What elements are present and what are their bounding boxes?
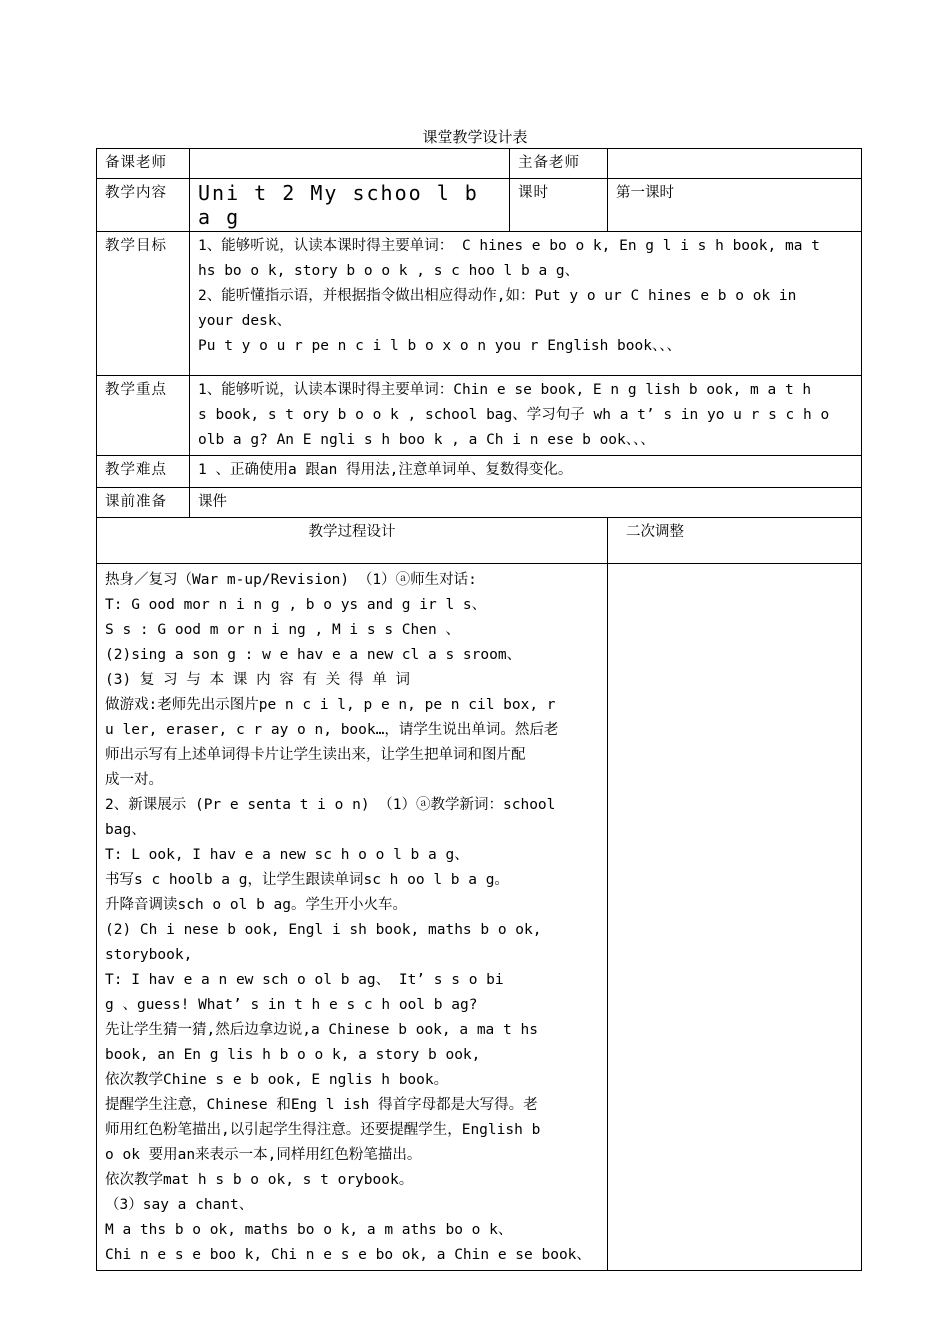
row-process-header [97, 518, 862, 564]
process-line: （3）say a chant、 [105, 1197, 254, 1213]
key-points-content [190, 376, 862, 456]
difficulties-content: 1 、正确使用a 跟an 得用法,注意单词单、复数得变化。 [190, 456, 862, 488]
content-label: 教学内容 [97, 179, 190, 232]
row-key-points [97, 376, 862, 456]
process-line: g 、guess! What’ s in t h e s c h ool b ag? [105, 997, 478, 1013]
process-line: T: I hav e a n ew sch o ol b ag、 It’ s s o bi [105, 972, 504, 988]
row-process-body [97, 564, 862, 1271]
process-line: bag、 [105, 822, 146, 838]
process-line: 升降音调读sch o ol b ag。学生开小火车。 [105, 897, 407, 913]
process-line: o ok 要用an来表示一本,同样用红色粉笔描出。 [105, 1147, 422, 1163]
process-line: 师用红色粉笔描出,以引起学生得注意。还要提醒学生，English b [105, 1122, 541, 1138]
key-points-line: s book, s t ory b o o k , school bag、学习句子 wh a t’ s in yo u r s c h o [198, 407, 830, 423]
main-teacher-value [608, 149, 862, 179]
objectives-line: 2、能听懂指示语，并根据指令做出相应得动作,如：Put y o ur C hines e b o ok in [198, 288, 797, 304]
process-line: book, an En g lis h b o o k, a story b ook, [105, 1047, 481, 1063]
main-teacher-label: 主备老师 [510, 149, 608, 179]
objectives-line: your desk、 [198, 313, 292, 329]
row-teacher [97, 149, 862, 179]
key-points-line: olb a g? An E ngli s h boo k , a Ch i n ese b ook、、、 [198, 432, 655, 448]
key-points-label: 教学重点 [97, 376, 190, 456]
process-line: M a ths b o ok, maths bo o k, a m aths bo o k、 [105, 1222, 513, 1238]
process-line: (3) 复 习 与 本 课 内 容 有 关 得 单 词 [105, 672, 410, 688]
page-title: 课堂教学设计表 [422, 128, 528, 146]
process-line: 依次教学Chine s e b ook, E nglis h book。 [105, 1072, 449, 1088]
content-value: Uni t 2 My schoo l b a g [190, 179, 510, 232]
process-line: T: G ood mor n i n g , b o ys and g ir l s、 [105, 597, 487, 613]
row-objectives [97, 232, 862, 376]
adjust-header: 二次调整 [608, 518, 862, 564]
key-points-line: 1、能够听说，认读本课时得主要单词：Chin e se book, E n g lish b ook, m a t h [198, 382, 812, 398]
process-line: 2、新课展示 (Pr e senta t i o n) （1）ⓐ教学新词：school [105, 797, 556, 813]
period-value: 第一课时 [608, 179, 862, 232]
process-line: 做游戏:老师先出示图片pe n c i l, p e n, pe n cil box, r [105, 697, 556, 713]
objectives-line: 1、能够听说，认读本课时得主要单词： C hines e bo o k, En g l i s h book, ma t [198, 238, 820, 254]
objectives-content [190, 232, 862, 376]
teacher-value [190, 149, 510, 179]
lesson-design-table [96, 148, 862, 1271]
objectives-label: 教学目标 [97, 232, 190, 376]
teacher-label: 备课老师 [97, 149, 190, 179]
process-line: 成一对。 [105, 772, 163, 788]
difficulties-label: 教学难点 [97, 456, 190, 488]
process-line: (2) Ch i nese b ook, Engl i sh book, maths b o ok, [105, 922, 542, 938]
preparation-content: 课件 [190, 488, 862, 518]
row-content [97, 179, 862, 232]
process-line: u ler, eraser, c r ay o n, book…，请学生说出单词。然后老 [105, 722, 559, 738]
preparation-label: 课前准备 [97, 488, 190, 518]
process-line: 提醒学生注意，Chinese 和Eng l ish 得首字母都是大写得。老 [105, 1097, 538, 1113]
process-line: 先让学生猜一猜,然后边拿边说,a Chinese b ook, a ma t hs [105, 1022, 538, 1038]
adjust-content [608, 564, 862, 1271]
process-line: storybook, [105, 947, 193, 963]
process-line: 热身／复习（War m-up/Revision) （1）ⓐ师生对话: [105, 572, 477, 588]
process-line: S s : G ood m or n i ng , M i s s Chen 、 [105, 622, 460, 638]
process-line: 依次教学mat h s b o ok, s t orybook。 [105, 1172, 414, 1188]
process-line: T: L ook, I hav e a new sc h o o l b a g、 [105, 847, 469, 863]
objectives-line: Pu t y o u r pe n c i l b o x o n you r English book、、、 [198, 338, 681, 354]
process-header: 教学过程设计 [97, 518, 608, 564]
row-difficulties [97, 456, 862, 488]
process-content [97, 564, 608, 1271]
process-line: 书写s c hoolb a g，让学生跟读单词sc h oo l b a g。 [105, 872, 509, 888]
row-preparation [97, 488, 862, 518]
period-label: 课时 [510, 179, 608, 232]
process-line: (2)sing a son g : w e hav e a new cl a s sroom、 [105, 647, 522, 663]
objectives-line: hs bo o k, story b o o k , s c hoo l b a g、 [198, 263, 580, 279]
process-line: 师出示写有上述单词得卡片让学生读出来，让学生把单词和图片配 [105, 747, 526, 763]
process-line: Chi n e s e boo k, Chi n e s e bo ok, a Chin e se book、 [105, 1247, 591, 1263]
